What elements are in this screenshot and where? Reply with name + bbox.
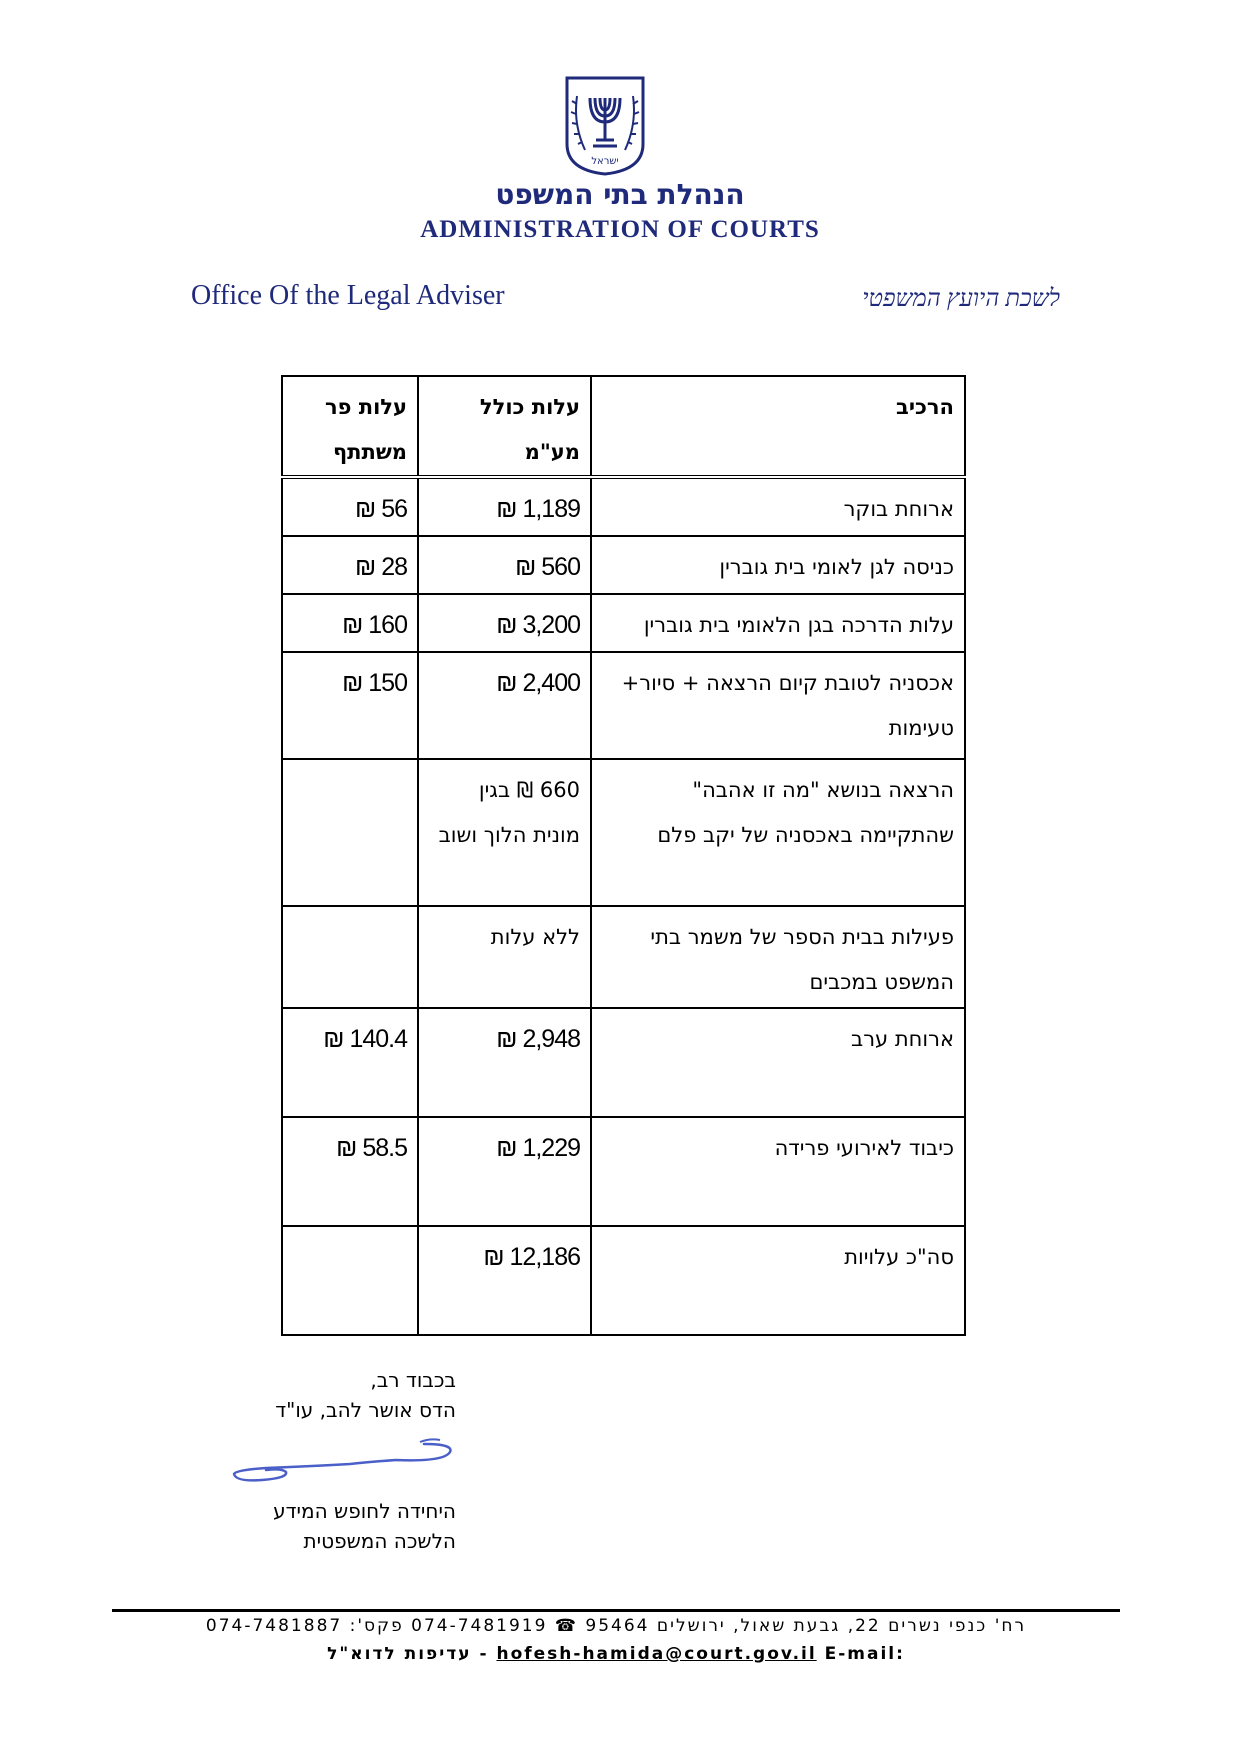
closing-block: [250, 1365, 456, 1425]
cell-total: 12,186 ₪: [418, 1226, 591, 1335]
cell-item: אכסניה לטובת קיום הרצאה + סיור+ טעימות: [591, 652, 965, 759]
table-row: [282, 759, 965, 906]
header-item: הרכיב: [591, 376, 965, 477]
unit-name: היחידה לחופש המידע: [273, 1499, 456, 1523]
cell-total: 1,229 ₪: [418, 1117, 591, 1226]
state-emblem-icon: [563, 74, 647, 176]
organization-name-hebrew: הנהלת בתי המשפט: [495, 178, 745, 211]
cell-per-participant: 150 ₪: [282, 652, 418, 759]
table-row: [282, 536, 965, 594]
cell-item: הרצאה בנושא "מה זו אהבה" שהתקיימה באכסניה של יקב פלם: [591, 759, 965, 906]
cell-per-participant: [282, 906, 418, 1008]
table-header-row: [282, 376, 965, 477]
footer-address: רח' כנפי נשרים 22, גבעת שאול, ירושלים 95464 ☎ 074-7481919 פקס': 074-7481887: [205, 1616, 1027, 1636]
cell-per-participant: [282, 759, 418, 906]
organization-name-english: ADMINISTRATION OF COURTS: [420, 216, 820, 243]
table-row: [282, 594, 965, 652]
cell-total: 560 ₪: [418, 536, 591, 594]
cell-item: כניסה לגן לאומי בית גוברין: [591, 536, 965, 594]
cell-per-participant: [282, 1226, 418, 1335]
email-priority-note: - עדיפות לדוא"ל: [327, 1644, 489, 1664]
table-row: [282, 652, 965, 759]
cell-total: 660 ₪ בגין מונית הלוך ושוב: [418, 759, 591, 906]
table-row: [282, 1117, 965, 1226]
table-row-total: [282, 1226, 965, 1335]
footer-divider: [112, 1609, 1120, 1612]
costs-table: [281, 375, 966, 1336]
cell-item: ארוחת ערב: [591, 1008, 965, 1117]
cell-item: ארוחת בוקר: [591, 477, 965, 536]
cell-total: 2,948 ₪: [418, 1008, 591, 1117]
cell-total: 1,189 ₪: [418, 477, 591, 536]
cell-item: עלות הדרכה בגן הלאומי בית גוברין: [591, 594, 965, 652]
table-row: [282, 1008, 965, 1117]
email-label: E-mail:: [824, 1644, 905, 1664]
table-row: [282, 477, 965, 536]
footer-email-line: [112, 1644, 1120, 1664]
cell-per-participant: 58.5 ₪: [282, 1117, 418, 1226]
svg-text:ישראל: ישראל: [591, 156, 619, 167]
email-link[interactable]: hofesh-hamida@court.gov.il: [496, 1644, 817, 1664]
unit-block: [240, 1496, 456, 1556]
cell-per-participant: 28 ₪: [282, 536, 418, 594]
header-per-participant: עלות פר משתתף: [282, 376, 418, 477]
signature-icon: [228, 1430, 458, 1490]
cell-item: פעילות בבית הספר של משמר בתי המשפט במכבים: [591, 906, 965, 1008]
office-name-hebrew: לשכת היועץ המשפטי: [862, 286, 1060, 312]
cell-total: 2,400 ₪: [418, 652, 591, 759]
cell-per-participant: 140.4 ₪: [282, 1008, 418, 1117]
cell-item: כיבוד לאירועי פרידה: [591, 1117, 965, 1226]
header-total: עלות כולל מע"מ: [418, 376, 591, 477]
cell-per-participant: 56 ₪: [282, 477, 418, 536]
closing-greeting: בכבוד רב,: [370, 1368, 456, 1392]
cell-per-participant: 160 ₪: [282, 594, 418, 652]
cell-item: סה"כ עלויות: [591, 1226, 965, 1335]
department-name: הלשכה המשפטית: [303, 1529, 456, 1553]
table-row: [282, 906, 965, 1008]
signer-name: הדס אושר להב, עו"ד: [275, 1398, 456, 1422]
cell-total: ללא עלות: [418, 906, 591, 1008]
cell-total: 3,200 ₪: [418, 594, 591, 652]
office-name-english: Office Of the Legal Adviser: [191, 280, 505, 311]
